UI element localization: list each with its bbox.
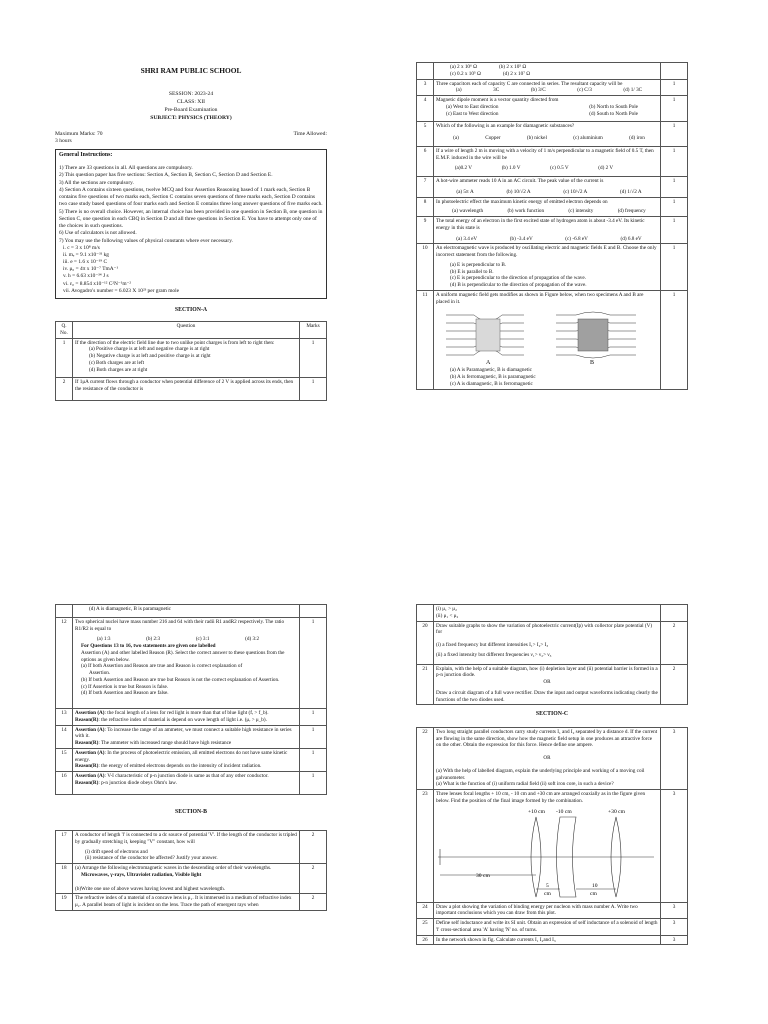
question-row-8 bbox=[417, 197, 688, 217]
option: (a) bbox=[455, 87, 462, 94]
option: (d) 1/ 3C bbox=[623, 87, 643, 94]
question-row-15 bbox=[56, 748, 327, 771]
assertion-label: Assertion (A) bbox=[75, 710, 105, 716]
option: (a) A is Paramagnetic, B is diamagnetic bbox=[450, 367, 532, 374]
option: (ii) resistance of the conductor be affected? Justify your answer. bbox=[85, 855, 218, 862]
question-body bbox=[73, 894, 300, 911]
question-row-24 bbox=[417, 902, 688, 919]
question-body bbox=[434, 664, 661, 705]
option: (c) 0.5 V bbox=[550, 165, 569, 172]
max-marks: Maximum Marks: 70 bbox=[55, 130, 103, 137]
question-marks: 3 bbox=[661, 919, 688, 936]
exam-name: Pre-Board Examination bbox=[164, 107, 218, 114]
blank-cell bbox=[417, 605, 434, 622]
question-text: Draw suitable graphs to show the variation of photoelectric current(Ip) with collector plate potential (V) for bbox=[436, 622, 653, 636]
question-marks: 1 bbox=[661, 290, 688, 389]
question-body bbox=[73, 864, 300, 894]
questions-table-b bbox=[55, 830, 327, 911]
questions-table-b-cont bbox=[416, 604, 688, 705]
option: (ii) μ₁ < μ₂ bbox=[436, 612, 459, 619]
question-text: In the network shown in fig. Calculate currents I₁ I₂and I₃ bbox=[434, 935, 661, 945]
blank-cell bbox=[300, 605, 327, 618]
question-row-20 bbox=[417, 621, 688, 664]
marks-time-row bbox=[55, 131, 327, 138]
option: (d) A is diamagnetic, B is paramagnetic bbox=[89, 606, 171, 612]
question-number: 19 bbox=[56, 894, 73, 911]
question-text: In photoelectric effect the maximum kinetic energy of emitted electron depends on bbox=[436, 198, 608, 205]
question-body bbox=[73, 831, 300, 864]
general-instructions bbox=[55, 149, 327, 298]
option: (a) Positive charge is at left and negative charge is at right bbox=[89, 346, 210, 353]
assertion-text: : the focal length of a lens for red light is more than that of blue light (fᵣ > f_b). bbox=[104, 710, 269, 716]
blank-cell bbox=[56, 605, 73, 618]
question-marks: 2 bbox=[300, 894, 327, 911]
reason-label: Reason(R) bbox=[75, 740, 99, 746]
instruction-item: 6) Use of calculators is not allowed. bbox=[59, 230, 137, 237]
assertion-label: Assertion (A) bbox=[75, 726, 105, 733]
distance-2: 5 bbox=[546, 882, 549, 889]
blank-cell bbox=[417, 63, 434, 80]
question-row-3 bbox=[417, 79, 688, 96]
question-marks: 1 bbox=[300, 709, 327, 726]
question-body bbox=[434, 244, 661, 291]
option: (d) B is perpendicular to the direction of propagation of the wave. bbox=[450, 282, 587, 288]
question-text: Three lenses focal lengths + 10 cm, - 10 cm and +30 cm are arranged coaxially as in the figure given below. Find the position of the final image formed by the combination. bbox=[436, 791, 646, 804]
question-number: 8 bbox=[417, 197, 434, 217]
question-body bbox=[434, 727, 661, 789]
constant: ii. mₑ = 9.1 x10⁻³¹ kg bbox=[63, 252, 109, 259]
distance-2-unit: cm bbox=[544, 890, 551, 897]
question-body bbox=[73, 378, 300, 401]
question-number: 21 bbox=[417, 664, 434, 705]
assertion-label: Assertion (A) bbox=[75, 749, 105, 756]
option: (b) North to South Pole bbox=[589, 103, 638, 110]
question-marks: 1 bbox=[661, 177, 688, 198]
question-marks: 3 bbox=[661, 727, 688, 789]
question-body bbox=[434, 96, 661, 122]
option: (ii) a fixed intensity but different frequencies ν₁> ν₂> ν₃ bbox=[436, 651, 552, 658]
question-text: Draw a plot showing the variation of binding energy per nucleon with mass number A. Write two important conclusions which you can draw from this plot. bbox=[434, 902, 661, 919]
instruction-item: 3) All the sections are compulsory. bbox=[59, 179, 134, 186]
question-marks: 3 bbox=[661, 935, 688, 945]
question-body bbox=[73, 748, 300, 771]
question-body bbox=[73, 772, 300, 795]
question-body bbox=[434, 790, 661, 903]
question-body bbox=[434, 290, 661, 389]
question-marks: 2 bbox=[661, 664, 688, 705]
question-number: 3 bbox=[417, 79, 434, 96]
distance-3-unit: cm bbox=[590, 890, 597, 897]
time-allowed: Time Allowed: bbox=[293, 130, 327, 137]
constant: v. h = 6.63 x10⁻³⁴ J s bbox=[63, 273, 109, 280]
question-row-13 bbox=[56, 709, 327, 726]
question-marks: 3 bbox=[661, 790, 688, 903]
page-1-left bbox=[55, 62, 327, 480]
constant: i. c = 3 x 10⁸ m/s bbox=[63, 245, 100, 252]
question-text: Define self inductance and write its SI unit. Obtain an expression of self inductance of a solenoid of length 'l' cross-sectional area 'A' having 'N' no. of turns. bbox=[434, 919, 661, 936]
option: (d) Both charges are at right bbox=[89, 366, 148, 373]
school-name: SHRI RAM PUBLIC SCHOOL bbox=[140, 66, 242, 75]
instruction-item: 2) This question paper has five sections: Section A, Section B, Section C, Section D and Section E. bbox=[59, 172, 273, 179]
section-a-heading: SECTION-A bbox=[174, 306, 208, 313]
option: Copper bbox=[485, 135, 501, 141]
reason-text: : p-n junction diode obeys Ohm's law. bbox=[98, 779, 177, 786]
question-marks: 1 bbox=[661, 146, 688, 176]
reason-text: : the energy of emitted electrons depends on the intensity of incident radiation. bbox=[98, 763, 262, 770]
option: (c) 3:1 bbox=[195, 636, 210, 643]
question-marks: 2 bbox=[661, 621, 688, 664]
constant: vii. Avogadro's number = 6.023 X 10²³ per gram mole bbox=[63, 287, 179, 294]
question-marks: 1 bbox=[300, 338, 327, 378]
option: (c) 10/√2 A bbox=[563, 188, 588, 195]
ar-instructions-title: For Questions 13 to 16, two statements are given one labelled bbox=[81, 643, 216, 649]
question-row-9 bbox=[417, 217, 688, 244]
magnetic-field-figure bbox=[436, 305, 656, 367]
option: (c) -6.8 eV bbox=[565, 235, 588, 242]
qno-header: Q. No. bbox=[56, 322, 73, 339]
question-text: A uniform magnetic field gets modifies as shown in Figure below, when two specimens A and B are placed in it. bbox=[436, 291, 644, 305]
question-body bbox=[434, 177, 661, 198]
option: (c) intensity bbox=[568, 208, 594, 215]
question-number: 6 bbox=[417, 146, 434, 176]
question-body bbox=[73, 605, 300, 618]
question-body bbox=[434, 197, 661, 217]
question-number: 22 bbox=[417, 727, 434, 789]
session: SESSION: 2023-24 bbox=[168, 90, 214, 97]
question-text: Explain, with the help of a suitable diagram, how (i) depletion layer and (ii) potential barrier is formed in a p-n junction diode. bbox=[436, 665, 658, 679]
question-row-16 bbox=[56, 772, 327, 795]
table-header-row bbox=[56, 322, 327, 339]
option: (a) 1:3 bbox=[96, 636, 111, 643]
lens-2-focal: -10 cm bbox=[556, 808, 572, 815]
question-marks: 1 bbox=[661, 217, 688, 244]
option: (d) 6.8 eV bbox=[620, 235, 642, 242]
ar-instruction-line: (d) If both Assertion and Reason are false. bbox=[81, 690, 169, 697]
question-header: Question bbox=[73, 322, 300, 339]
option: (c) East to West direction bbox=[446, 110, 499, 117]
question-number: 1 bbox=[56, 338, 73, 378]
question-text: Which of the following is an example for diamagnetic substances? bbox=[436, 123, 575, 130]
ar-instruction-line: (b) If both Assertion and Reason are true but Reason is not the correct explanation of Assertion. bbox=[81, 676, 280, 683]
question-marks: 1 bbox=[300, 748, 327, 771]
option: (c) Both charges are at left bbox=[89, 359, 145, 366]
assertion-text: : To increase the range of an ammeter, we must connect a suitable high resistance in series with it. bbox=[75, 726, 292, 740]
question-body bbox=[73, 617, 300, 708]
question-text-alt: Draw a circuit diagram of a full wave rectifier. Draw the input and output waveforms indicating clearly the functions of the two diodes used. bbox=[436, 689, 658, 703]
question-text: (a) Arrange the following electromagnetic waves in the descending order of their wavelengths. bbox=[75, 865, 272, 872]
reason-text: : The ammeter with increased range should have high resistance bbox=[98, 740, 232, 746]
reason-label: Reason(R) bbox=[75, 716, 99, 723]
constant: iii. e = 1.6 x 10⁻¹⁹ C bbox=[63, 259, 108, 266]
option: (c) C/3 bbox=[577, 87, 592, 94]
assertion-text: : V-I characteristic of p-n junction diode is same as that of any other conductor. bbox=[104, 773, 269, 779]
question-number: 2 bbox=[56, 378, 73, 401]
question-text: Two spherical nuclei have mass number 216 and 64 with their radii R1 andR2 respectively. The ratio R1/R2 is equal to bbox=[75, 618, 285, 632]
question-row-19 bbox=[56, 894, 327, 911]
question-bold-text: Microwaves, γ-rays, Ultraviolet radiation, Visible light bbox=[81, 871, 202, 878]
question-marks: 1 bbox=[661, 122, 688, 147]
option: 3C bbox=[493, 87, 500, 94]
option: (b) E is parallel to B. bbox=[450, 268, 494, 275]
reason-label: Reason(R) bbox=[75, 763, 99, 770]
option: (i) a fixed frequency but different intensities I₁> I₂> I₃ bbox=[436, 642, 549, 648]
question-row-12 bbox=[56, 617, 327, 708]
question-body bbox=[434, 122, 661, 147]
lens-arrangement-figure bbox=[436, 805, 658, 901]
distance-3: 10 bbox=[592, 882, 598, 889]
question-marks: 1 bbox=[661, 197, 688, 217]
assertion-label: Assertion (A) bbox=[75, 773, 105, 779]
question-number: 16 bbox=[56, 772, 73, 795]
question-marks: 1 bbox=[300, 378, 327, 401]
question-text: An electromagnetic wave is produced by oscillating electric and magnetic fields E and B. Choose the only incorrect statement from the following. bbox=[436, 245, 657, 258]
question-body bbox=[434, 79, 661, 96]
question-text: A hot-wire ammeter reads 10 A in an AC circuit. The peak value of the current is bbox=[436, 178, 604, 184]
question-text: The total energy of an electron in the first excited state of hydrogen atom is about -3.4 eV. Its kinetic energy in this state is bbox=[436, 218, 645, 231]
option: (a) wavelength bbox=[452, 208, 484, 215]
question-row-17 bbox=[56, 831, 327, 864]
section-c-heading: SECTION-C bbox=[535, 711, 569, 718]
hours: 3 hours bbox=[55, 137, 72, 144]
option: (b) 1.0 V bbox=[501, 165, 521, 172]
option: (i) μ₁ > μ₂ bbox=[436, 606, 457, 612]
question-text: The refractive index of a material of a concave lens is μ₁. It is immersed in a medium of refractive index μ₂. A parallel beam of light is incident on the lens. Trace the path of emergent rays when bbox=[75, 895, 292, 909]
ar-instruction-line: (c) If Assertion is true but Reason is false. bbox=[81, 683, 169, 690]
option: (c) E is perpendicular to the direction of propagation of the wave. bbox=[450, 275, 586, 282]
question-marks: 1 bbox=[300, 725, 327, 748]
class: CLASS: XII bbox=[176, 98, 206, 105]
questions-table-c bbox=[416, 727, 688, 946]
question-row-23 bbox=[417, 790, 688, 903]
option: (b) -3.4 eV bbox=[509, 235, 533, 242]
question-text: A conductor of length 'l' is connected to a dc source of potential 'V'. If the length of the conductor is tripled by gradually stretching it, keeping "V" constant, how will bbox=[75, 832, 297, 845]
question-marks: 1 bbox=[661, 79, 688, 96]
question-row-6 bbox=[417, 146, 688, 176]
option: (b) 3/C bbox=[530, 87, 546, 94]
question-number: 7 bbox=[417, 177, 434, 198]
question-body bbox=[434, 146, 661, 176]
question-number: 5 bbox=[417, 122, 434, 147]
question-row-26 bbox=[417, 935, 688, 945]
question-row-1 bbox=[56, 338, 327, 378]
option: (a)0.2 V bbox=[454, 165, 473, 172]
question-row-19-cont bbox=[417, 605, 688, 622]
option: (c) A is diamagnetic, B is ferromagnetic bbox=[450, 380, 533, 387]
question-row-4 bbox=[417, 96, 688, 122]
option: (a) E is perpendicular to B. bbox=[450, 261, 507, 268]
question-row-5 bbox=[417, 122, 688, 147]
figure-label-b: B bbox=[590, 360, 595, 367]
option: (a) bbox=[453, 135, 459, 141]
question-number: 17 bbox=[56, 831, 73, 864]
constant: vi. ε₀ = 8.854 x10⁻¹² C²N⁻¹m⁻² bbox=[63, 280, 131, 287]
question-text: If 1μA current flows through a conductor when potential difference of 2 V is applied across its ends, then the resistance of the conductor is bbox=[75, 379, 294, 393]
question-row-18 bbox=[56, 864, 327, 894]
question-number: 10 bbox=[417, 244, 434, 291]
question-body bbox=[434, 63, 661, 80]
option: (b) 2:3 bbox=[146, 636, 161, 643]
section-b-heading: SECTION-B bbox=[175, 808, 207, 815]
question-marks: 1 bbox=[661, 96, 688, 122]
question-text: If a wire of length 2 m is moving with a velocity of 1 m/s perpendicular to a magnetic field of 0.5 T, then E.M.F. induced in the wire will be bbox=[436, 147, 654, 161]
option: (a) 3.4 eV bbox=[456, 235, 478, 242]
option: (d) iron bbox=[629, 135, 645, 141]
question-number: 14 bbox=[56, 725, 73, 748]
reason-text: : the refractive index of material is depend on wave length of light i.e. (μᵣ > μ_b). bbox=[98, 716, 267, 723]
or-label: OR bbox=[543, 679, 551, 685]
question-row-2-options bbox=[417, 63, 688, 80]
marks-header: Marks bbox=[300, 322, 327, 339]
option: (b) A is ferromagnetic, B is paramagnetic bbox=[450, 374, 536, 380]
question-body bbox=[73, 725, 300, 748]
question-body bbox=[434, 605, 661, 622]
question-text: Magnetic dipole moment is a vector quantity directed from bbox=[436, 97, 559, 103]
question-marks: 1 bbox=[300, 772, 327, 795]
question-body bbox=[434, 217, 661, 244]
question-number: 24 bbox=[417, 902, 434, 919]
ar-instruction-line: Assertion. bbox=[89, 670, 111, 676]
question-marks: 2 bbox=[300, 864, 327, 894]
instruction-item: 5) There is no overall choice. However, an internal choice has been provided in one question in Section B, one question in Section C, one question in each CBQ in Section D and all three questions in Section E. You have to attempt only one of the choices in such questions. bbox=[59, 208, 323, 229]
question-row-22 bbox=[417, 727, 688, 789]
blank-cell bbox=[661, 605, 688, 622]
questions-table-a-cont2 bbox=[55, 604, 327, 795]
lens-3-focal: +30 cm bbox=[608, 808, 625, 815]
option: (a) West to East direction bbox=[446, 103, 499, 110]
question-text-alt: (a) With the help of labelled diagram, explain the underlying principle and working of a moving coil galvanometer. bbox=[436, 767, 645, 781]
option: (b) nickel bbox=[526, 135, 547, 141]
option: (i) drift speed of electrons and bbox=[85, 848, 148, 855]
question-number: 12 bbox=[56, 617, 73, 708]
option: (d) 3:2 bbox=[245, 636, 260, 643]
question-marks: 3 bbox=[661, 902, 688, 919]
instruction-item: 1) There are 33 questions in all. All questions are compulsory. bbox=[59, 164, 193, 171]
page-2-left bbox=[55, 604, 327, 1024]
option: (c) aluminium bbox=[573, 135, 603, 141]
reason-label: Reason(R) bbox=[75, 779, 99, 786]
option: (d) South to North Pole bbox=[589, 110, 638, 117]
question-marks: 1 bbox=[300, 617, 327, 708]
question-marks: 2 bbox=[300, 831, 327, 864]
question-number: 20 bbox=[417, 621, 434, 664]
blank-cell bbox=[661, 63, 688, 80]
question-row-11-cont bbox=[56, 605, 327, 618]
question-text: If the direction of the electric field line due to two unlike point charges is from left to right then: bbox=[75, 339, 275, 346]
constant: iv. μ₀ = 4π x 10⁻⁷ TmA⁻¹ bbox=[63, 266, 119, 273]
question-number: 26 bbox=[417, 935, 434, 945]
question-number: 13 bbox=[56, 709, 73, 726]
question-row-21 bbox=[417, 664, 688, 705]
distance-1: 30 cm bbox=[476, 872, 490, 879]
option: (a) 5π A bbox=[456, 188, 474, 195]
instruction-item: 7) You may use the following values of physical constants where ever necessary. bbox=[59, 237, 233, 244]
question-row-14 bbox=[56, 725, 327, 748]
page-2-right bbox=[416, 604, 688, 1024]
page-1-right bbox=[416, 62, 688, 480]
question-number: 11 bbox=[417, 290, 434, 389]
question-row-25 bbox=[417, 919, 688, 936]
option: (b) work function bbox=[507, 208, 545, 215]
question-number: 18 bbox=[56, 864, 73, 894]
question-number: 15 bbox=[56, 748, 73, 771]
lens-1-focal: +10 cm bbox=[528, 808, 545, 815]
question-body bbox=[73, 338, 300, 378]
subject: SUBJECT: PHYSICS (THEORY) bbox=[150, 115, 232, 122]
question-text: Two long straight parallel conductors carry study currents I₁ and I₂ separated by a distance d. If the current are flowing in the same direction, show how the magnetic field setup in one produces an attractive force on the other. Obtain the expression for this force. Hence define one ampere. bbox=[436, 728, 658, 749]
question-text-alt-b: (a) What is the function of (i) uniform radial field (ii) soft iron core, in such a device? bbox=[436, 781, 614, 788]
or-label: OR bbox=[543, 755, 551, 762]
assertion-text: : In the process of photoelectric emission, all emitted electrons do not have same kinetic energy. bbox=[75, 749, 288, 763]
question-marks: 1 bbox=[661, 244, 688, 291]
question-number: 23 bbox=[417, 790, 434, 903]
option: (b) 2 x 10⁵ Ω bbox=[498, 64, 527, 70]
questions-table-a-cont bbox=[416, 62, 688, 390]
option: (d) 2 V bbox=[598, 165, 614, 172]
question-body bbox=[73, 709, 300, 726]
instruction-item: 4) Section A contains sixteen questions, twelve MCQ and four Assertion Reasoning based of 1 mark each, Section B contains five questions of two marks each, Section C contains seven questions of three marks each, Section D contains two case study based questions of four marks each and Section E contains three long answer questions of five marks each. bbox=[59, 187, 323, 208]
question-text: Three capacitors each of capacity C are connected in series. The resultant capacity will be bbox=[436, 80, 623, 87]
ar-instruction-line: (a) If both Assertion and Reason are true and Reason is correct explanation of bbox=[81, 663, 243, 670]
question-number: 25 bbox=[417, 919, 434, 936]
option: (b) 10/√2 A bbox=[506, 188, 531, 195]
ar-instruction-line: Assertion (A) and other labelled Reason (R). Select the correct answer to these questions from the options as given below. bbox=[81, 649, 285, 663]
option: (d) 1/√2 A bbox=[620, 188, 642, 195]
question-row-2 bbox=[56, 378, 327, 401]
option: (a) 2 x 10⁶ Ω bbox=[450, 64, 477, 70]
question-body bbox=[434, 621, 661, 664]
option: (d) 2 x 10⁷ Ω bbox=[502, 70, 531, 77]
figure-label-a: A bbox=[486, 360, 491, 367]
option: (d) frequency bbox=[617, 208, 646, 215]
option: (b) Negative charge is at left and positive charge is at right bbox=[89, 353, 211, 360]
option: (c) 0.2 x 10⁵ Ω bbox=[450, 70, 481, 77]
question-number: 9 bbox=[417, 217, 434, 244]
question-text-b: (b)Write one use of above waves having lowest and highest wavelength. bbox=[75, 885, 226, 892]
question-row-11 bbox=[417, 290, 688, 389]
question-row-10 bbox=[417, 244, 688, 291]
questions-table-a bbox=[55, 321, 327, 401]
instructions-title: General Instructions: bbox=[59, 152, 113, 159]
question-number: 4 bbox=[417, 96, 434, 122]
question-row-7 bbox=[417, 177, 688, 198]
